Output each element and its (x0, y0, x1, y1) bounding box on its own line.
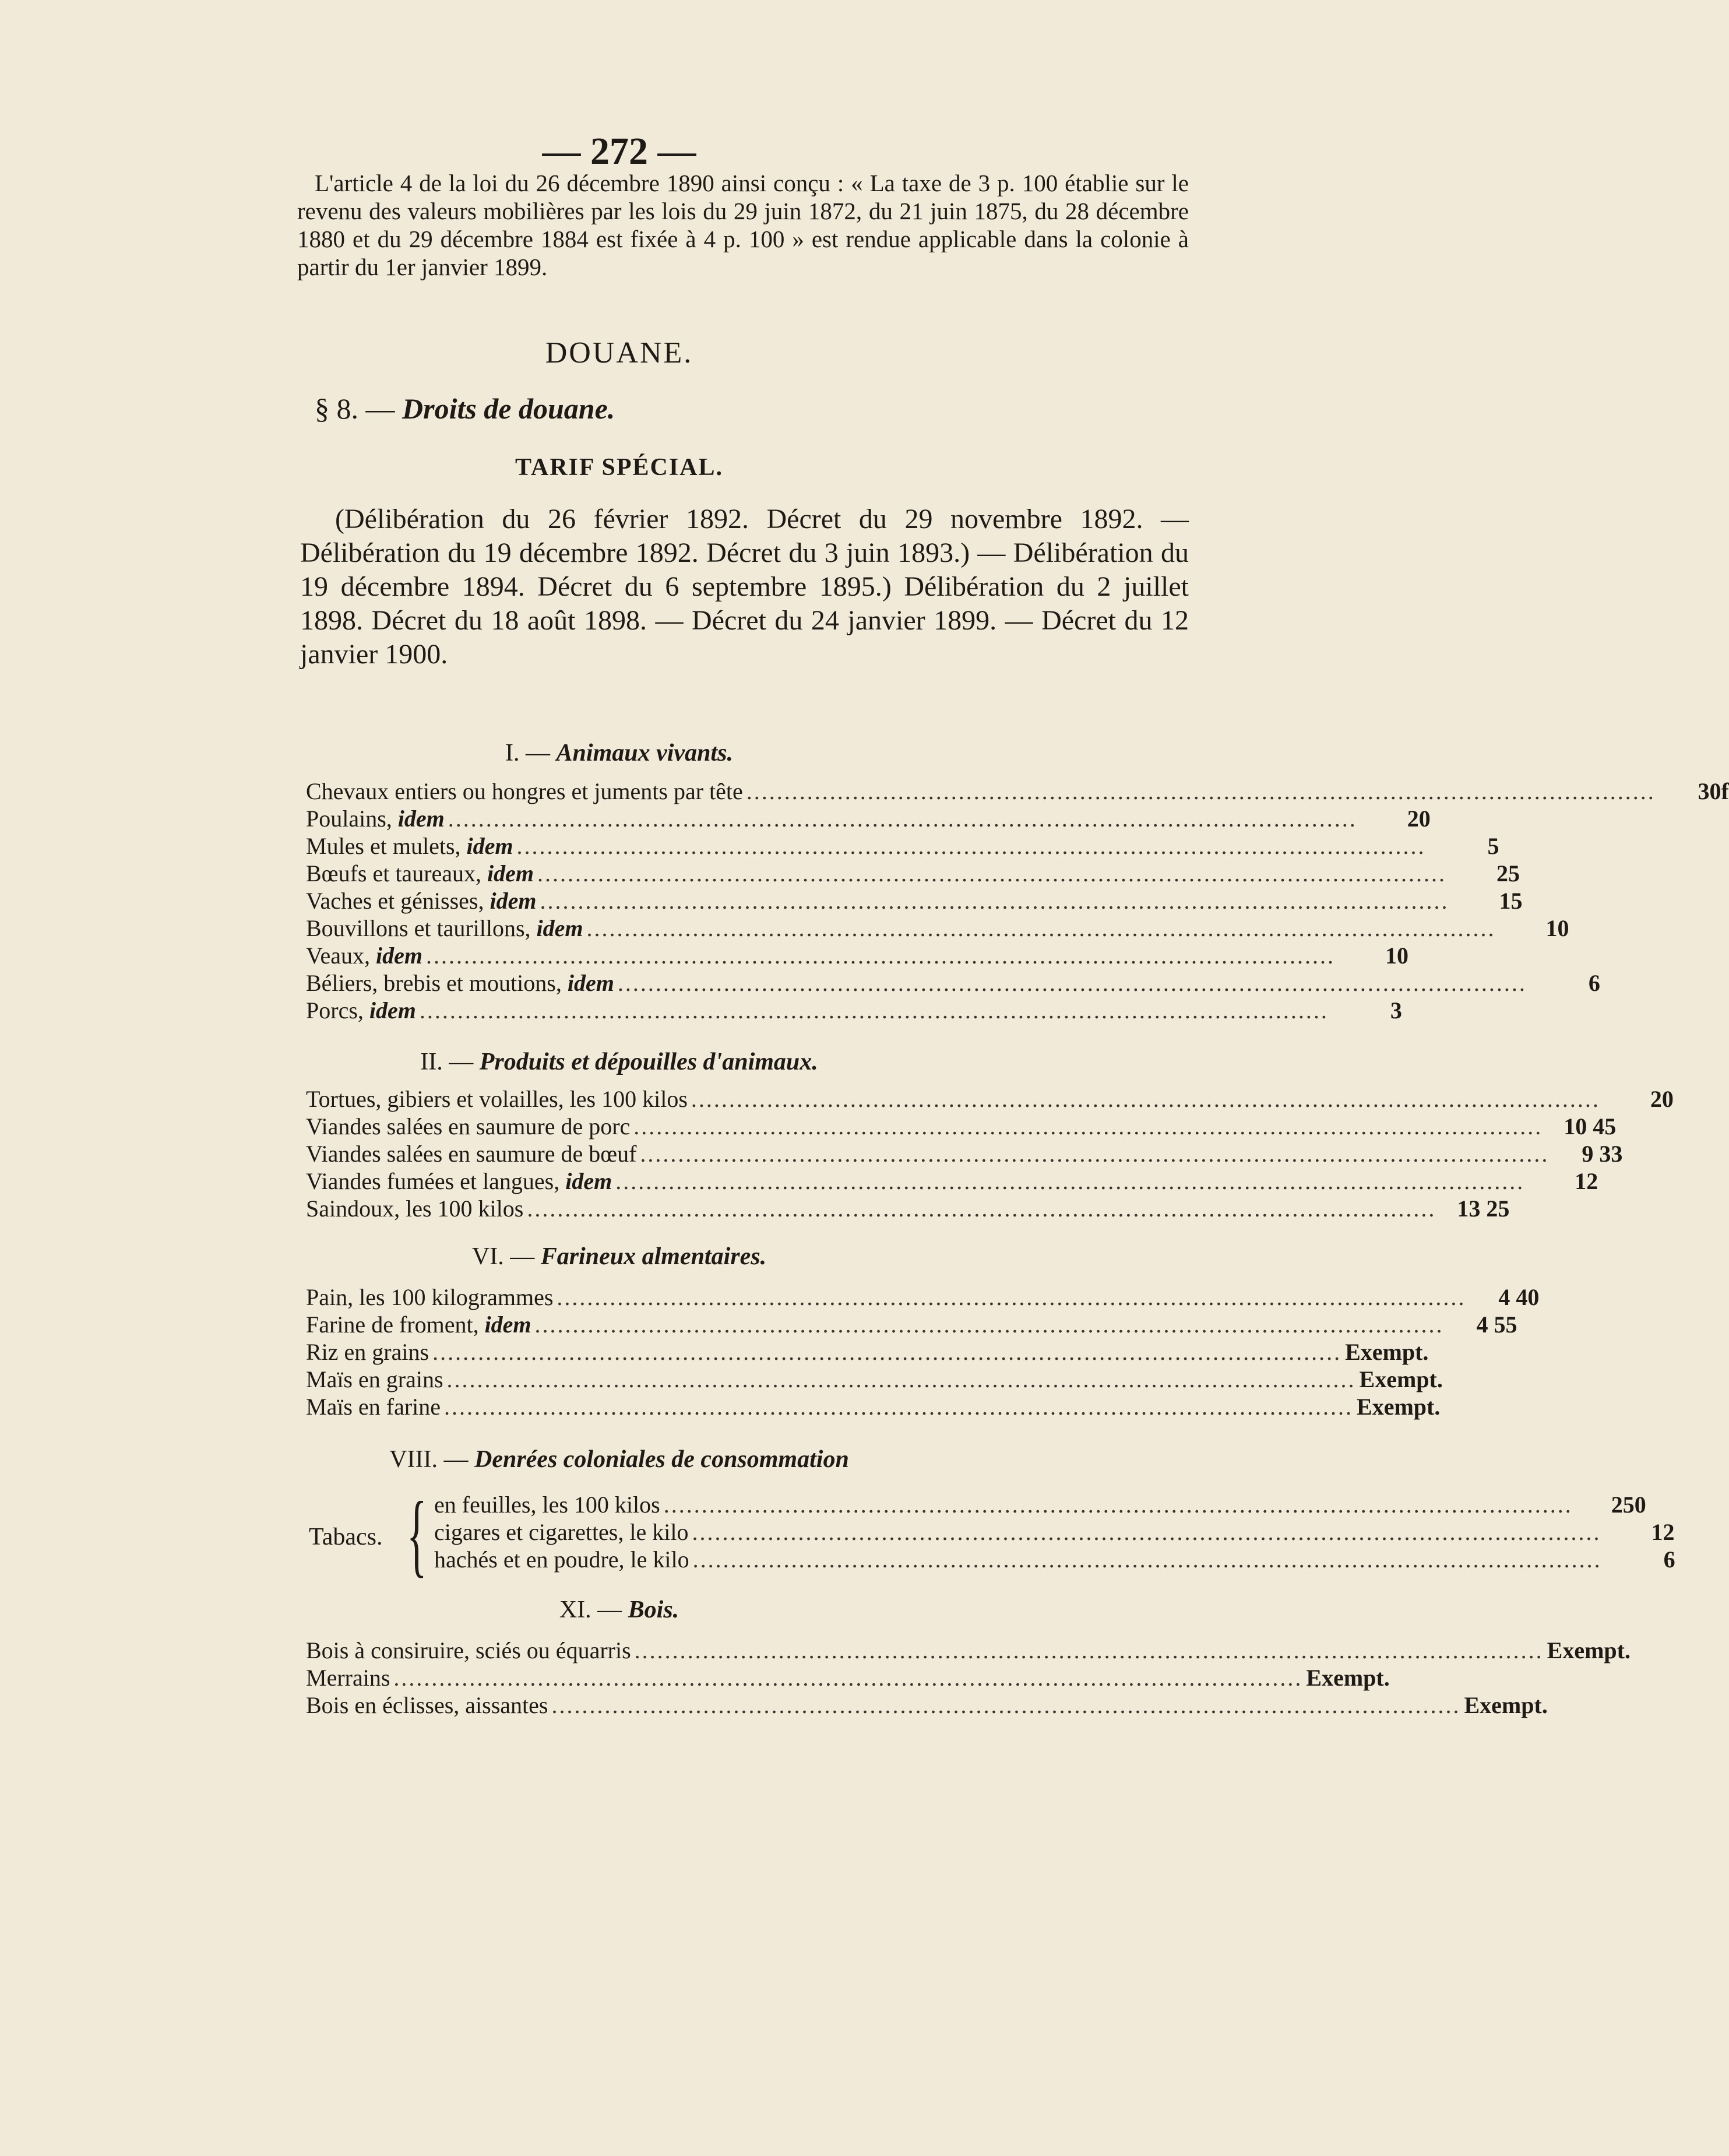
tariff-row (306, 1113, 1617, 1140)
item-idem: idem (484, 1311, 531, 1338)
item-value: 25 (1496, 860, 1520, 887)
item-label: Viandes salées en saumure de porc (306, 1113, 631, 1139)
tariff-row (306, 860, 1520, 887)
tariff-row (306, 887, 1523, 915)
leader-dots: ........................................................................................................................ (615, 1168, 1525, 1194)
item-label: Bouvillons et taurillons, (306, 915, 531, 941)
tabacs-label: Tabacs. (309, 1524, 383, 1550)
leader-dots: ........................................................................................................................ (537, 860, 1446, 887)
item-value: 20 (1650, 1086, 1674, 1112)
item-idem: idem (565, 1168, 612, 1194)
item-label: Vaches et génisses, (306, 888, 484, 914)
item-idem: idem (397, 806, 445, 832)
category-heading (0, 739, 1238, 767)
section-number: § 8. — (315, 392, 395, 425)
tariff-row (306, 1283, 1540, 1311)
tariff-row (306, 805, 1431, 832)
intro-text: L'article 4 de la loi du 26 décembre 1890 ainsi conçu : « La taxe de 3 p. 100 établie sur le revenu des valeurs mobilières par les lois du 29 juin 1872, du 21 juin 1875, du 28 décembre 1880 et du 29 décembre 1884 est fixée à 4 p. 100 » est rendue applicable dans la colonie à partir du 1er janvier 1899. (297, 170, 1189, 280)
item-value: 6 (1588, 970, 1600, 996)
tariff-row (306, 997, 1402, 1024)
item-value: Exempt. (1357, 1394, 1441, 1420)
item-label: Chevaux entiers ou hongres et juments par tête (306, 778, 743, 804)
item-label: Merrains (306, 1665, 390, 1691)
item-value: 10 (1385, 942, 1408, 969)
item-label: Bois en éclisses, aissantes (306, 1692, 548, 1718)
leader-dots: ........................................................................................................................ (691, 1086, 1600, 1112)
category-heading (0, 1048, 1238, 1076)
item-value: 3 (1390, 997, 1402, 1024)
tariff-row (306, 942, 1408, 969)
item-label: Pain, les 100 kilogrammes (306, 1284, 554, 1310)
category-title: Denrées coloniales de consommation (474, 1446, 849, 1473)
leader-dots: ........................................................................................................................ (516, 833, 1426, 859)
item-label: Saindoux, les 100 kilos (306, 1195, 524, 1222)
tariff-row (306, 778, 1729, 805)
tariff-row (306, 1085, 1674, 1113)
leader-dots: ........................................................................................................................ (692, 1546, 1602, 1573)
category-heading (0, 1243, 1238, 1271)
tariff-row (306, 1637, 1631, 1664)
leader-dots: ........................................................................................................................ (640, 1141, 1550, 1167)
category-heading (0, 1596, 1238, 1624)
category-number: XI. — (559, 1596, 622, 1623)
tariff-row (306, 1366, 1443, 1393)
leader-dots: ........................................................................................................................ (551, 1692, 1461, 1718)
tariff-row (306, 1691, 1548, 1719)
item-idem: idem (536, 915, 583, 941)
tariff-row (306, 1167, 1598, 1195)
item-label: Poulains, (306, 806, 392, 832)
item-value: 9 33 (1582, 1141, 1623, 1167)
item-value: 6 (1663, 1546, 1675, 1573)
leader-dots: ........................................................................................................................ (425, 942, 1335, 969)
item-label: Riz en grains (306, 1339, 429, 1365)
item-value: Exempt. (1464, 1692, 1548, 1718)
item-value: Exempt. (1359, 1366, 1443, 1392)
leader-dots: ........................................................................................................................ (446, 1366, 1356, 1392)
item-label: Veaux, (306, 942, 370, 969)
item-label: cigares et cigarettes, le kilo (434, 1519, 689, 1545)
section-heading (315, 392, 615, 425)
tariff-list (306, 1637, 1631, 1719)
leader-dots: ........................................................................................................................ (540, 888, 1449, 914)
item-label: Maïs en farine (306, 1394, 441, 1420)
item-idem: idem (375, 942, 422, 969)
item-idem: idem (567, 970, 614, 996)
leader-dots: ........................................................................................................................ (527, 1195, 1436, 1222)
item-value: 12 (1651, 1519, 1675, 1545)
tarif-title: TARIF SPÉCIAL. (515, 454, 724, 481)
item-value: Exempt. (1547, 1637, 1631, 1663)
item-label: Béliers, brebis et moutions, (306, 970, 562, 996)
tariff-row (306, 1195, 1510, 1222)
item-value: 10 45 (1564, 1113, 1617, 1139)
category-title: Produits et dépouilles d'animaux. (479, 1049, 818, 1075)
item-value: 250 (1611, 1492, 1646, 1518)
item-value: 30f (1698, 778, 1729, 804)
item-label: Viandes fumées et langues, (306, 1168, 560, 1194)
item-label: Farine de froment, (306, 1311, 479, 1338)
item-label: en feuilles, les 100 kilos (434, 1492, 660, 1518)
leader-dots: ........................................................................................................................ (617, 970, 1527, 996)
item-idem: idem (490, 888, 537, 914)
item-idem: idem (487, 860, 534, 887)
leader-dots: ........................................................................................................................ (634, 1637, 1544, 1663)
item-label: Viandes salées en saumure de bœuf (306, 1141, 637, 1167)
leader-dots: ........................................................................................................................ (692, 1519, 1601, 1545)
item-value: 5 (1487, 833, 1499, 859)
leader-dots: ........................................................................................................................ (557, 1284, 1466, 1310)
category-title: Farineux almentaires. (540, 1243, 767, 1270)
tariff-row (306, 1664, 1390, 1691)
tariff-row (306, 969, 1600, 997)
category-title: Animaux vivants. (556, 740, 733, 766)
item-label: Mules et mulets, (306, 833, 461, 859)
tariff-list (306, 1085, 1674, 1222)
leader-dots: ........................................................................................................................ (432, 1339, 1342, 1365)
category-title: Bois. (628, 1596, 679, 1623)
item-label: Porcs, (306, 997, 364, 1024)
category-heading (0, 1445, 1238, 1473)
item-value: 4 40 (1498, 1284, 1540, 1310)
category-number: II. — (420, 1049, 474, 1075)
item-value: 12 (1575, 1168, 1598, 1194)
leader-dots: ........................................................................................................................ (586, 915, 1496, 941)
tariff-row (306, 1338, 1429, 1366)
item-value: Exempt. (1345, 1339, 1429, 1365)
leader-dots: ........................................................................................................................ (534, 1311, 1444, 1338)
deliberations-text: (Délibération du 26 février 1892. Décret du 29 novembre 1892. — Délibération du 19 décembre 1892. Décret du 3 juin 1893.) — Délibération du 19 décembre 1894. Décret du 6 septembre 1895.) Délibération du 2 juillet 1898. Décret du 18 août 1898. — Décret du 24 janvier 1899. — Décret du 12 janvier 1900. (300, 504, 1189, 670)
tariff-row (306, 832, 1499, 860)
item-label: hachés et en poudre, le kilo (434, 1546, 689, 1573)
brace-symbol: { (407, 1482, 427, 1586)
leader-dots: ........................................................................................................................ (746, 778, 1656, 804)
tariff-row (306, 1393, 1441, 1420)
tariff-row (306, 915, 1569, 942)
item-value: 15 (1499, 888, 1523, 914)
leader-dots: ........................................................................................................................ (633, 1113, 1543, 1139)
leader-dots: ........................................................................................................................ (448, 806, 1357, 832)
item-idem: idem (466, 833, 513, 859)
leader-dots: ........................................................................................................................ (663, 1492, 1573, 1518)
tariff-list (306, 1283, 1540, 1420)
page-number: — 272 — (542, 130, 696, 173)
section-title: Droits de douane. (402, 392, 615, 425)
tariff-row (306, 1140, 1623, 1167)
item-label: Tortues, gibiers et volailles, les 100 kilos (306, 1086, 688, 1112)
item-label: Bois à consiruire, sciés ou équarris (306, 1637, 631, 1663)
item-label: Maïs en grains (306, 1366, 443, 1392)
item-value: 4 55 (1476, 1311, 1517, 1338)
tariff-list (434, 1491, 1675, 1573)
leader-dots: ........................................................................................................................ (393, 1665, 1303, 1691)
leader-dots: ........................................................................................................................ (444, 1394, 1354, 1420)
deliberations-paragraph (300, 502, 1189, 671)
tariff-row (306, 1311, 1517, 1338)
category-number: I. — (505, 740, 551, 766)
item-value: 10 (1545, 915, 1569, 941)
tariff-row (434, 1546, 1675, 1573)
intro-paragraph (297, 169, 1189, 281)
heading-douane: DOUANE. (545, 336, 693, 370)
item-idem: idem (369, 997, 416, 1024)
tariff-list (306, 778, 1729, 1024)
leader-dots: ........................................................................................................................ (419, 997, 1329, 1024)
category-number: VIII. — (389, 1446, 469, 1473)
item-value: 20 (1407, 806, 1431, 832)
item-value: 13 25 (1457, 1195, 1510, 1222)
tariff-row (434, 1518, 1675, 1546)
category-number: VI. — (471, 1243, 535, 1270)
tariff-row (434, 1491, 1646, 1518)
item-value: Exempt. (1306, 1665, 1390, 1691)
item-label: Bœufs et taureaux, (306, 860, 482, 887)
